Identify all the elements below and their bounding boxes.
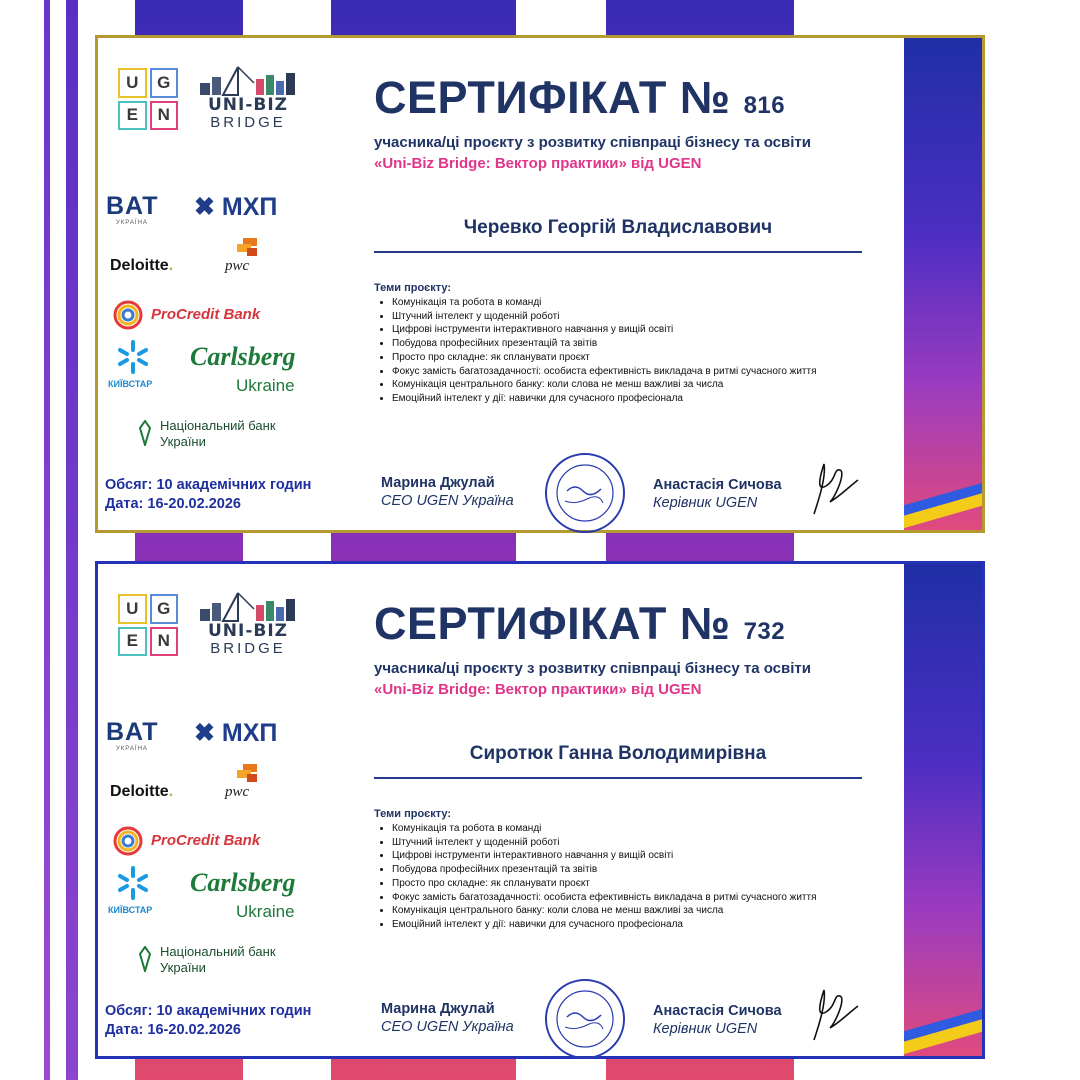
list-item: • Штучний інтелект у щоденній роботі [392, 310, 817, 324]
name-underline [374, 777, 862, 779]
signatory2-name: Анастасія Сичова [653, 1003, 782, 1019]
pwc-logo [225, 784, 249, 801]
list-item: • Просто про складне: як спланувати проєкт [392, 351, 817, 365]
mxp-logo [194, 192, 277, 222]
list-item: • Комунікація та робота в команді [392, 822, 817, 836]
signatory1-name: Марина Джулай [381, 475, 495, 491]
certificate-number: 732 [743, 618, 786, 645]
ugen-logo [118, 68, 178, 130]
list-item: • Побудова професійних презентацій та звітів [392, 337, 817, 351]
participant-name: Сиротюк Ганна Володимирівна [469, 743, 767, 764]
procredit-text: ProCredit Bank [151, 832, 261, 849]
procredit-rainbow-icon [113, 300, 143, 330]
subtitle-line1: учасника/ці проєкту з розвитку співпраці бізнесу та освіти [374, 660, 811, 677]
themes-label: Теми проєкту: [374, 808, 452, 820]
left-stripe [66, 0, 78, 1080]
windmill-icon: ✖ [194, 719, 215, 747]
ugen-letter: E [118, 627, 147, 657]
pwc-text: pwc [225, 784, 250, 800]
uni-biz-text: UNI-BIZ [207, 95, 289, 115]
course-info [105, 476, 311, 514]
right-gradient-band [904, 564, 982, 1056]
nbu-logo: Національний банк України [160, 418, 276, 449]
bat-logo: BAT [106, 718, 159, 746]
certificate-title [374, 598, 785, 650]
list-item: • Емоційний інтелект у дії: навички для сучасного професіонала [392, 392, 817, 406]
list-item: • Цифрові інструменти інтерактивного навчання у вищій освіті [392, 323, 817, 337]
signatory2-role: Керівник UGEN [653, 495, 758, 511]
pwc-text: pwc [225, 258, 250, 274]
ugen-letter: N [150, 627, 179, 657]
pwc-logo [225, 258, 249, 275]
volume-text: Обсяг: 10 академічних годин [105, 477, 312, 493]
carlsberg-logo: Carlsberg [190, 868, 296, 897]
ukraine-flag-ribbon [904, 1008, 982, 1056]
certificate-number: 816 [743, 92, 786, 119]
nbu-emblem-icon [138, 420, 152, 451]
list-item: • Цифрові інструменти інтерактивного навчання у вищій освіті [392, 849, 817, 863]
procredit-rainbow-icon [113, 826, 143, 856]
ugen-letter: N [150, 101, 179, 131]
list-item: • Просто про складне: як спланувати проєкт [392, 877, 817, 891]
nbu-logo: Національний банк України [160, 944, 276, 975]
bat-logo-sub: УКРАЇНА [116, 746, 148, 752]
procredit-text: ProCredit Bank [151, 306, 261, 323]
date-text: Дата: 16-20.02.2026 [105, 1022, 241, 1038]
themes-label: Теми проєкту: [374, 282, 452, 294]
mxp-text: МХП [221, 719, 278, 747]
pwc-blocks-icon [235, 764, 259, 782]
bridge-text: BRIDGE [210, 114, 286, 131]
course-info [105, 1002, 311, 1040]
list-item: • Фокус замість багатозадачності: особиста ефективність викладача в ритмі сучасного життя [392, 365, 817, 379]
ugen-logo [118, 594, 178, 656]
left-stripe-thin [44, 0, 50, 1080]
carlsberg-ukraine-text: Ukraine [236, 376, 295, 395]
bridge-text: BRIDGE [210, 640, 286, 657]
subtitle-line1: учасника/ці проєкту з розвитку співпраці бізнесу та освіти [374, 134, 811, 151]
procredit-logo [151, 832, 260, 849]
signatory1-name: Марина Джулай [381, 1001, 495, 1017]
name-underline [374, 251, 862, 253]
participant-name: Черевко Георгій Владиславович [463, 217, 773, 238]
windmill-icon: ✖ [194, 193, 215, 221]
certificate-title [374, 72, 785, 124]
uni-biz-bridge-logo [198, 63, 298, 133]
ugen-letter: U [118, 594, 147, 624]
ugen-letter: G [150, 594, 179, 624]
carlsberg-ukraine-text: Ukraine [236, 902, 295, 921]
date-text: Дата: 16-20.02.2026 [105, 496, 241, 512]
mxp-logo [194, 718, 277, 748]
certificate-card [95, 35, 985, 533]
volume-text: Обсяг: 10 академічних годин [105, 1003, 312, 1019]
handwritten-signature [806, 456, 862, 522]
themes-list [374, 822, 817, 932]
bridge-skyline-icon [198, 63, 298, 97]
kyivstar-star-icon [116, 338, 150, 381]
list-item: • Емоційний інтелект у дії: навички для сучасного професіонала [392, 918, 817, 932]
subtitle-line2: «Uni-Biz Bridge: Вектор практики» від UGEN [374, 681, 702, 698]
uni-biz-bridge-logo [198, 589, 298, 659]
title-text: СЕРТИФІКАТ № [374, 598, 731, 649]
official-stamp [543, 977, 627, 1061]
carlsberg-logo: Carlsberg [190, 342, 296, 371]
bat-logo-sub: УКРАЇНА [116, 220, 148, 226]
official-stamp [543, 451, 627, 535]
mxp-text: МХП [221, 193, 278, 221]
signatory1-role: CEO UGEN Україна [381, 493, 514, 509]
ugen-letter: U [118, 68, 147, 98]
deloitte-logo: Deloitte. [110, 257, 174, 274]
ukraine-flag-ribbon [904, 482, 982, 530]
list-item: • Комунікація та робота в команді [392, 296, 817, 310]
signatory2-role: Керівник UGEN [653, 1021, 758, 1037]
handwritten-signature [806, 982, 862, 1048]
signatory2-name: Анастасія Сичова [653, 477, 782, 493]
deloitte-logo: Deloitte. [110, 783, 174, 800]
uni-biz-text: UNI-BIZ [207, 621, 289, 641]
signatory1-role: CEO UGEN Україна [381, 1019, 514, 1035]
list-item: • Побудова професійних презентацій та звітів [392, 863, 817, 877]
deloitte-text: Deloitte [110, 257, 169, 274]
list-item: • Комунікація центрального банку: коли слова не менш важливі за числа [392, 904, 817, 918]
deloitte-text: Deloitte [110, 783, 169, 800]
kyivstar-logo: КИЇВСТАР [108, 379, 153, 389]
ugen-letter: E [118, 101, 147, 131]
title-text: СЕРТИФІКАТ № [374, 72, 731, 123]
kyivstar-logo: КИЇВСТАР [108, 905, 153, 915]
certificate-card [95, 561, 985, 1059]
themes-list [374, 296, 817, 406]
nbu-emblem-icon [138, 946, 152, 977]
list-item: • Штучний інтелект у щоденній роботі [392, 836, 817, 850]
pwc-blocks-icon [235, 238, 259, 256]
list-item: • Комунікація центрального банку: коли слова не менш важливі за числа [392, 378, 817, 392]
ugen-letter: G [150, 68, 179, 98]
kyivstar-star-icon [116, 864, 150, 907]
subtitle-line2: «Uni-Biz Bridge: Вектор практики» від UGEN [374, 155, 702, 172]
list-item: • Фокус замість багатозадачності: особиста ефективність викладача в ритмі сучасного життя [392, 891, 817, 905]
procredit-logo [151, 306, 260, 323]
bat-logo: BAT [106, 192, 159, 220]
right-gradient-band [904, 38, 982, 530]
bridge-skyline-icon [198, 589, 298, 623]
